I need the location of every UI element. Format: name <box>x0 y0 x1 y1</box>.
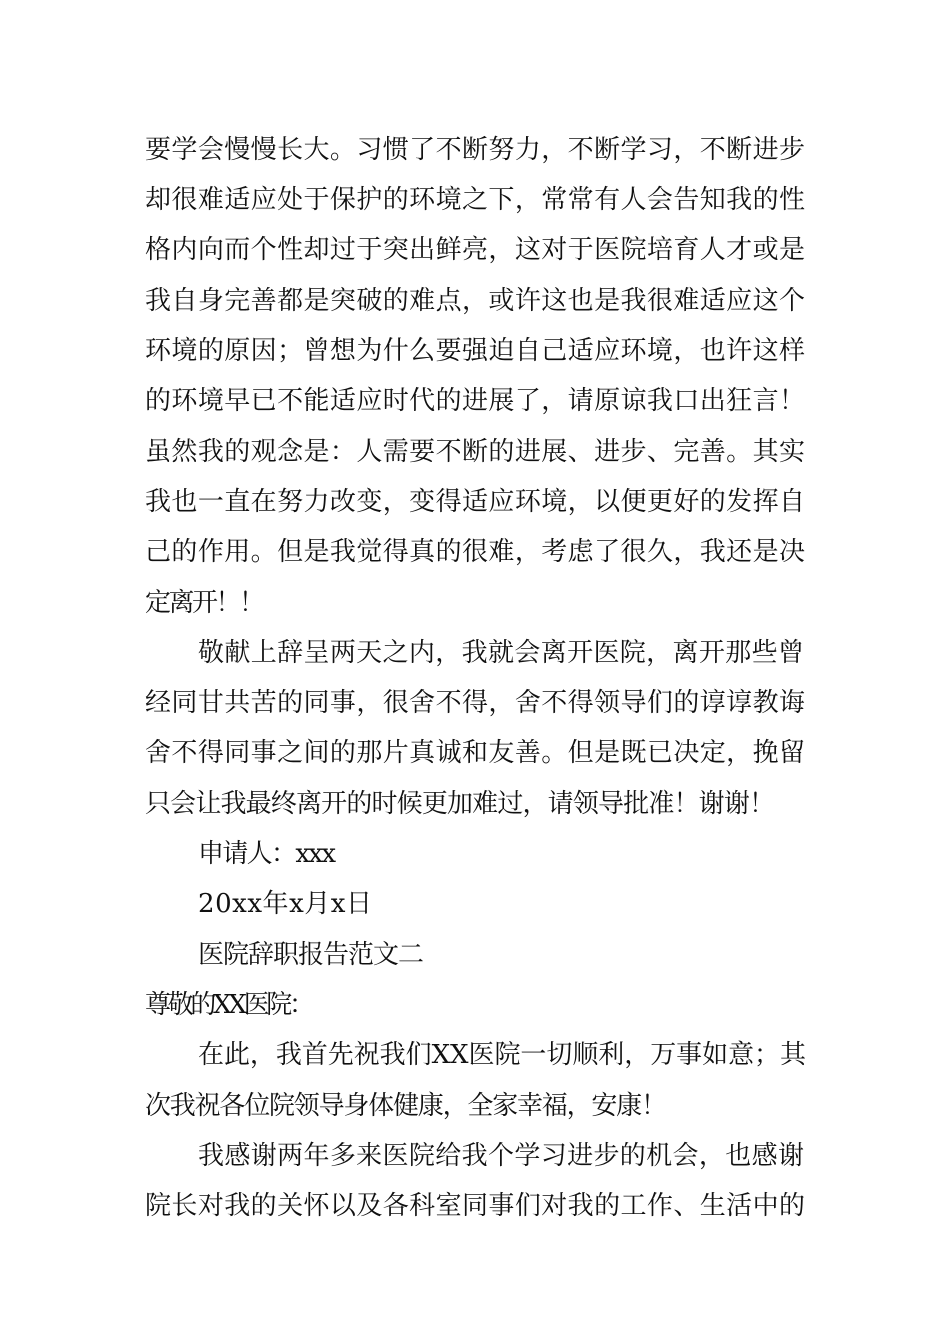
line-13: 舍不得同事之间的那片真诚和友善。但是既已决定，挽留 <box>145 738 806 768</box>
line-9: 己的作用。但是我觉得真的很难，考虑了很久，我还是决 <box>145 537 806 567</box>
line-21: 我感谢两年多来医院给我个学习进步的机会，也感谢 <box>198 1141 805 1171</box>
line-14: 只会让我最终离开的时候更加难过，请领导批准！谢谢！ <box>145 789 775 819</box>
line-6: 的环境早已不能适应时代的进展了，请原谅我口出狂言！ <box>145 386 806 416</box>
line-3: 格内向而个性却过于突出鲜亮，这对于医院培育人才或是 <box>145 235 806 265</box>
line-1: 要学会慢慢长大。习惯了不断努力，不断学习，不断进步 <box>145 135 806 165</box>
line-2: 却很难适应处于保护的环境之下，常常有人会告知我的性 <box>145 185 806 215</box>
line-8: 我也一直在努力改变，变得适应环境，以便更好的发挥自 <box>145 487 806 517</box>
line-7: 虽然我的观念是：人需要不断的进展、进步、完善。其实 <box>145 437 806 467</box>
applicant-line: 申请人：xxx <box>198 839 335 869</box>
date-line: 20xx年x月x日 <box>198 889 373 919</box>
line-5: 环境的原因；曾想为什么要强迫自己适应环境，也许这样 <box>145 336 806 366</box>
line-19: 在此，我首先祝我们XX医院一切顺利，万事如意；其 <box>198 1040 806 1070</box>
line-4: 我自身完善都是突破的难点，或许这也是我很难适应这个 <box>145 286 806 316</box>
salutation: 尊敬的XX医院： <box>145 990 312 1020</box>
line-20: 次我祝各位院领导身体健康，全家幸福，安康！ <box>145 1091 666 1121</box>
line-12: 经同甘共苦的同事，很舍不得，舍不得领导们的谆谆教诲 <box>145 688 806 718</box>
section-title: 医院辞职报告范文二 <box>198 940 423 970</box>
line-22: 院长对我的关怀以及各科室同事们对我的工作、生活中的 <box>145 1191 806 1221</box>
line-10: 定离开！！ <box>145 588 263 618</box>
line-11: 敬献上辞呈两天之内，我就会离开医院，离开那些曾 <box>198 638 805 668</box>
